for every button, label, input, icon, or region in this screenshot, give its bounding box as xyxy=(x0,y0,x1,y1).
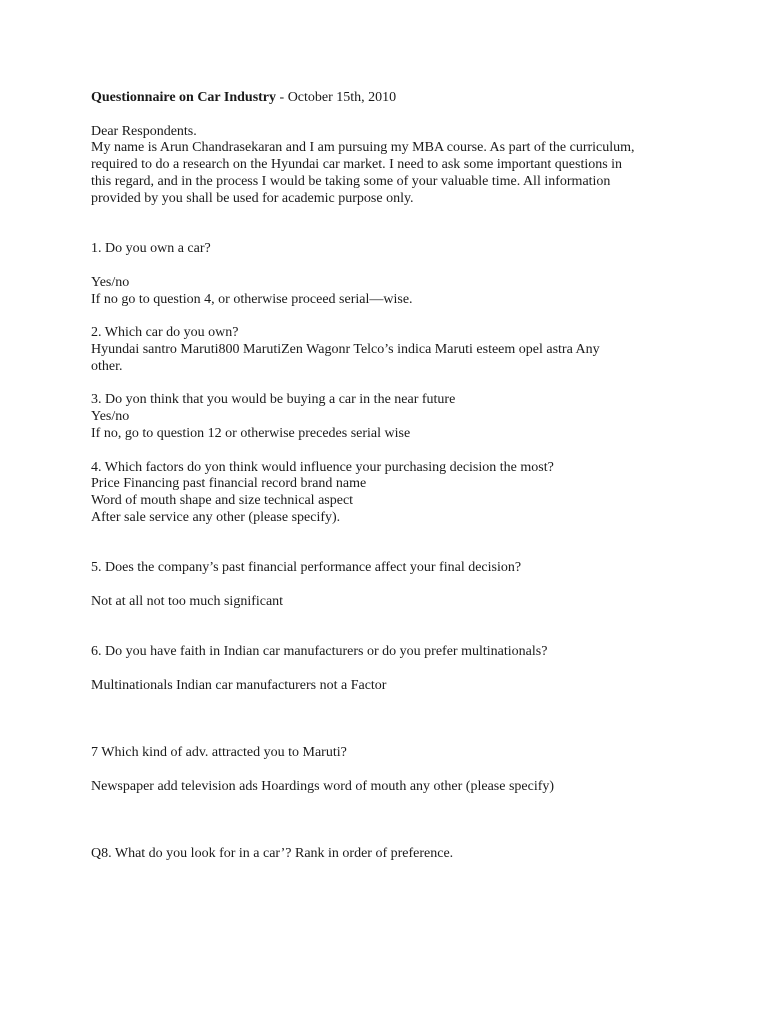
answer-options: Word of mouth shape and size technical aspect xyxy=(91,493,354,509)
question-text: Q8. What do you look for in a car’? Rank in order of preference. xyxy=(91,845,454,861)
intro-line: My name is Arun Chandrasekaran and I am pursuing my MBA course. As part of the curriculum, xyxy=(91,140,635,156)
document-title: Questionnaire on Car Industry xyxy=(91,90,277,105)
intro-section xyxy=(91,124,691,208)
answer-options: Yes/no xyxy=(91,274,130,290)
question-text: 7 Which kind of adv. attracted you to Maruti? xyxy=(91,745,347,761)
answer-options: After sale service any other (please specify). xyxy=(91,509,341,525)
answer-instruction: If no, go to question 12 or otherwise precedes serial wise xyxy=(91,425,411,441)
intro-line: this regard, and in the process I would be taking some of your valuable time. All information xyxy=(91,173,611,189)
answer-options: Newspaper add television ads Hoardings word of mouth any other (please specify) xyxy=(91,778,555,794)
question-text: 3. Do yon think that you would be buying a car in the near future xyxy=(91,392,456,408)
title-separator: - xyxy=(276,90,288,105)
question-text: 5. Does the company’s past financial performance affect your final decision? xyxy=(91,560,522,576)
greeting: Dear Respondents. xyxy=(91,123,197,139)
document-date: October 15th, 2010 xyxy=(287,90,397,105)
answer-options: Yes/no xyxy=(91,409,130,425)
question-text: 1. Do you own a car? xyxy=(91,241,211,257)
answer-options: Not at all not too much significant xyxy=(91,593,284,609)
question-text: 4. Which factors do yon think would influence your purchasing decision the most? xyxy=(91,459,554,475)
question-3 xyxy=(91,392,691,442)
question-text: 6. Do you have faith in Indian car manufacturers or do you prefer multinationals? xyxy=(91,644,548,660)
question-8 xyxy=(91,846,691,863)
question-5 xyxy=(91,560,691,610)
intro-line: provided by you shall be used for academic purpose only. xyxy=(91,190,414,206)
question-7 xyxy=(91,745,691,795)
answer-options: Hyundai santro Maruti800 MarutiZen Wagonr Telco’s indica Maruti esteem opel astra Any xyxy=(91,341,600,357)
question-2 xyxy=(91,325,691,375)
answer-options: Multinationals Indian car manufacturers not a Factor xyxy=(91,677,387,693)
question-4 xyxy=(91,460,691,527)
answer-options: other. xyxy=(91,358,123,374)
answer-options: Price Financing past financial record brand name xyxy=(91,476,367,492)
question-1 xyxy=(91,241,691,308)
answer-instruction: If no go to question 4, or otherwise proceed serial—wise. xyxy=(91,291,413,307)
document-page xyxy=(91,90,691,863)
question-text: 2. Which car do you own? xyxy=(91,325,239,341)
document-title-line xyxy=(91,90,691,107)
question-6 xyxy=(91,644,691,694)
intro-line: required to do a research on the Hyundai car market. I need to ask some important questions in xyxy=(91,157,623,173)
